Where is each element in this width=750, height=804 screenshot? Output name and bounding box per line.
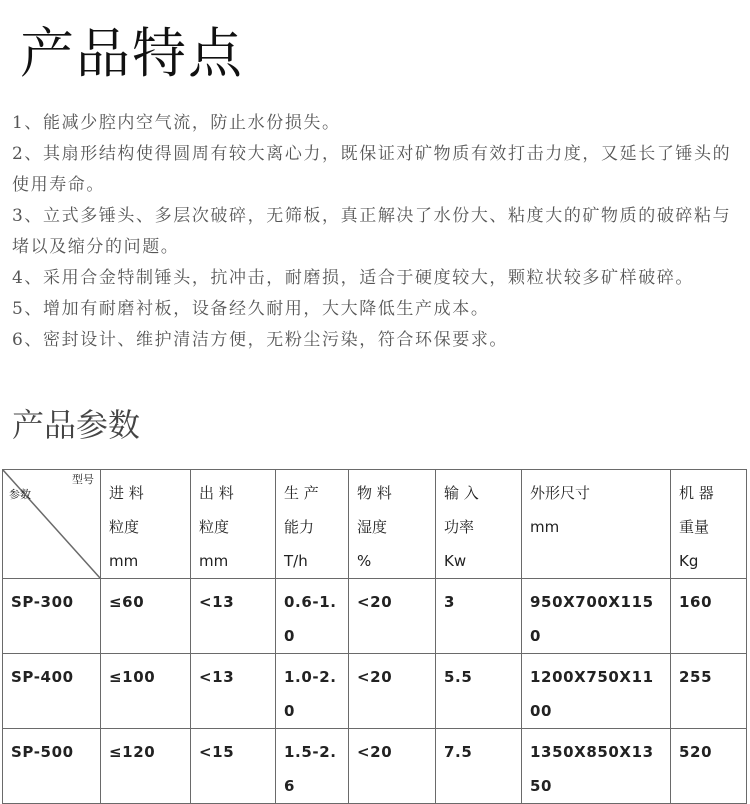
- feature-item: 1、能减少腔内空气流，防止水份损失。: [12, 113, 341, 133]
- cell-power: 3: [436, 579, 522, 654]
- cell-feed-size: ≤120: [101, 729, 191, 804]
- features-list: [12, 108, 732, 356]
- header-feed-size: [101, 470, 191, 579]
- header-power: [436, 470, 522, 579]
- corner-header-cell: [3, 470, 101, 579]
- header-line: 外形尺寸: [530, 484, 591, 502]
- header-line: mm: [199, 552, 229, 570]
- header-line: 粒度: [199, 518, 230, 536]
- header-capacity: [276, 470, 349, 579]
- header-line: 湿度: [357, 518, 388, 536]
- table-row: [3, 729, 747, 804]
- header-line: 生 产: [284, 484, 319, 502]
- cell-model: SP-300: [3, 579, 101, 654]
- cell-dimensions: 1350X850X1350: [522, 729, 671, 804]
- cell-capacity: 1.5-2.6: [276, 729, 349, 804]
- cell-dimensions: 950X700X1150: [522, 579, 671, 654]
- cell-weight: 160: [671, 579, 747, 654]
- table-header-row: [3, 470, 747, 579]
- header-output-size: [191, 470, 276, 579]
- header-line: 重量: [679, 518, 710, 536]
- cell-humidity: <20: [349, 654, 436, 729]
- cell-power: 7.5: [436, 729, 522, 804]
- header-humidity: [349, 470, 436, 579]
- corner-label-param: 参数: [9, 488, 31, 501]
- table-row: [3, 579, 747, 654]
- cell-model: SP-400: [3, 654, 101, 729]
- corner-label-model: 型号: [72, 473, 94, 486]
- feature-item: 6、密封设计、维护清洁方便，无粉尘污染，符合环保要求。: [12, 330, 509, 350]
- cell-weight: 255: [671, 654, 747, 729]
- header-line: %: [357, 552, 372, 570]
- feature-item: 3、立式多锤头、多层次破碎，无筛板，真正解决了水份大、粘度大的矿物质的破碎粘与堵以及缩分的问题。: [12, 206, 732, 257]
- header-line: 物 料: [357, 484, 392, 502]
- header-line: 输 入: [444, 484, 479, 502]
- cell-capacity: 1.0-2.0: [276, 654, 349, 729]
- header-line: mm: [530, 518, 560, 536]
- feature-item: 5、增加有耐磨衬板，设备经久耐用，大大降低生产成本。: [12, 299, 490, 319]
- cell-capacity: 0.6-1.0: [276, 579, 349, 654]
- table-row: [3, 654, 747, 729]
- header-line: mm: [109, 552, 139, 570]
- spec-table: [2, 469, 747, 804]
- cell-feed-size: ≤60: [101, 579, 191, 654]
- header-weight: [671, 470, 747, 579]
- header-line: 粒度: [109, 518, 140, 536]
- cell-dimensions: 1200X750X1100: [522, 654, 671, 729]
- cell-humidity: <20: [349, 579, 436, 654]
- cell-output-size: <15: [191, 729, 276, 804]
- header-line: Kg: [679, 552, 699, 570]
- header-line: 能力: [284, 518, 315, 536]
- page-title: 产品特点: [20, 22, 244, 85]
- params-heading: 产品参数: [12, 406, 141, 444]
- header-line: Kw: [444, 552, 467, 570]
- cell-feed-size: ≤100: [101, 654, 191, 729]
- cell-model: SP-500: [3, 729, 101, 804]
- cell-output-size: <13: [191, 654, 276, 729]
- cell-weight: 520: [671, 729, 747, 804]
- header-line: 进 料: [109, 484, 144, 502]
- header-line: T/h: [284, 552, 308, 570]
- cell-humidity: <20: [349, 729, 436, 804]
- cell-power: 5.5: [436, 654, 522, 729]
- header-line: 机 器: [679, 484, 714, 502]
- header-line: 功率: [444, 518, 475, 536]
- header-line: 出 料: [199, 484, 234, 502]
- cell-output-size: <13: [191, 579, 276, 654]
- feature-item: 4、采用合金特制锤头，抗冲击，耐磨损，适合于硬度较大，颗粒状较多矿样破碎。: [12, 268, 695, 288]
- feature-item: 2、其扇形结构使得圆周有较大离心力，既保证对矿物质有效打击力度，又延长了锤头的使用寿命。: [12, 144, 732, 195]
- header-dimensions: [522, 470, 671, 579]
